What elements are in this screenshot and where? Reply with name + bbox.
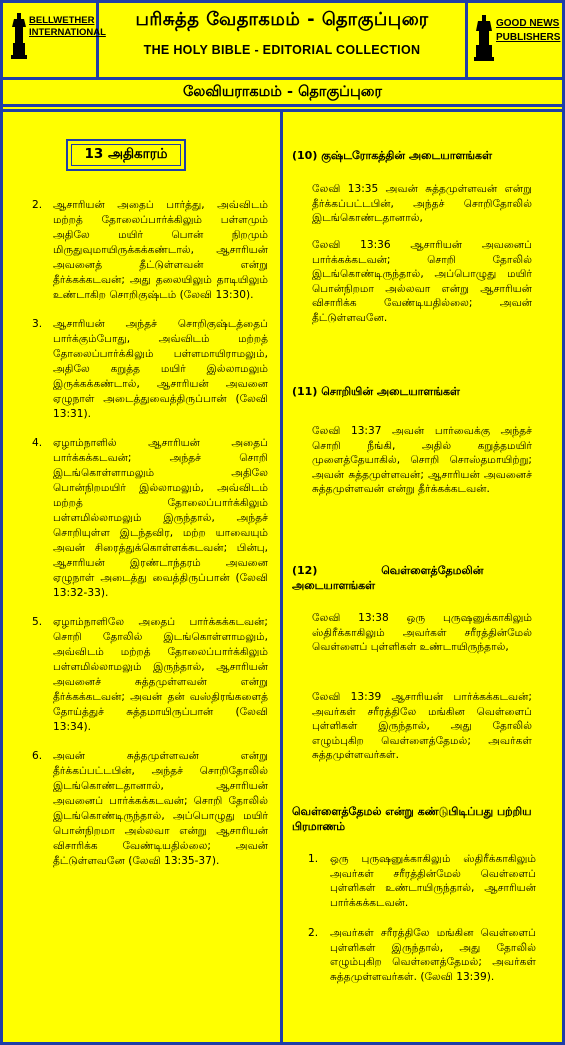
item-number: 5. [32, 616, 43, 628]
book-subtitle: லேவியராகமம் - தொகுப்புரை [183, 84, 382, 100]
title-box [99, 3, 465, 77]
item-text: ஆசாரியன் அதைப் பார்த்து, அவ்விடம் மற்றத் தோலைப்பார்க்கிலும் பள்ளமும் அதிலே மயிர் பொன் நிறமும் மிருதுவுமாயிருக்கக்கண்டால், ஆசாரியன் அவனைத் தீட்டுள்ளவன் என்று தீர்க்கக்கடவன்; அது தலையிலும் தாடியிலும் உண்டாகிற சொறிகுஷ்டம் (லேவி 13:30). [53, 199, 268, 301]
chapter-title: 13 அதிகாரம் [84, 146, 168, 162]
section-heading-13: வெள்ளைத்தேமல் என்று கண்டுபிடிப்பது பற்றிய பிரமாணம் [292, 805, 532, 833]
title-tamil: பரிசுத்த வேதாகமம் - தொகுப்புரை [135, 9, 429, 30]
item-number: 4. [32, 437, 43, 449]
item-text: அவன் சுத்தமுள்ளவன் என்று தீர்க்கப்பட்டபின், அந்தச் சொறிதோலில் இடங்கொண்டதானால், ஆசாரியன் அவனைப் பார்க்கக்கடவன்; சொறி தோலில் இடங்கொண்டிருந்தால், அப்பொழுது மயிர் பொன்நிறமா அல்லவா என்று ஆசாரியன் விசாரிக்க வேண்டியதில்லை; அவன் தீட்டுள்ளவனே (லேவி 13:35-37). [53, 750, 268, 867]
list-item [308, 926, 536, 984]
good-news-logo-text: GOOD NEWS PUBLISHERS [496, 18, 561, 43]
item-number: 2. [32, 199, 43, 211]
left-verse-list [34, 198, 268, 869]
right-rule-list [308, 852, 536, 984]
chapter-box [66, 139, 186, 171]
section-heading-10: (10) குஷ்டரோகத்தின் அடையாளங்கள் [292, 149, 493, 162]
list-item [34, 198, 268, 303]
item-text: அவர்கள் சரீரத்திலே மங்கின வெள்ளைப் புள்ளிகள் இருந்தால், அது தோலில் எழும்புகிற வெள்ளைத்தேமல்; அவர்கள் சுத்தமுள்ளவர்கள். (லேவி 13:39). [330, 927, 536, 983]
item-number: 2. [308, 927, 319, 939]
item-number: 1. [308, 853, 319, 865]
bellwether-logo-text: BELLWETHER INTERNATIONAL [29, 15, 106, 38]
header [3, 3, 562, 77]
list-item [34, 749, 268, 869]
bell-tower-icon [11, 13, 27, 59]
section-10-paragraph-2: லேவி 13:36 ஆசாரியன் அவனைப் பார்க்கக்கடவன்; சொறி தோலில் இடங்கொண்டிருந்தால், அப்பொழுது மயிர் பொன்நிறமா அல்லவா என்று ஆசாரியன் விசாரிக்க வேண்டியதில்லை; அவன் தீட்டுள்ளவனே. [312, 239, 532, 324]
section-10-paragraph-1: லேவி 13:35 அவன் சுத்தமுள்ளவன் என்று தீர்க்கப்பட்டபின், அந்தச் சொறிதோலில் இடங்கொண்டதானால், [312, 183, 532, 224]
section-12-paragraph-2: லேவி 13:39 ஆசாரியன் பார்க்கக்கடவன்; அவர்கள் சரீரத்திலே மங்கின வெள்ளைப் புள்ளிகள் இருந்தால், அது தோலில் எழும்புகிற வெள்ளைத்தேமல்; அவர்கள் சுத்தமுள்ளவர்கள். [312, 691, 532, 761]
item-text: ஏழாம்நாளில் ஆசாரியன் அதைப் பார்க்கக்கடவன்; அந்தச் சொறி இடங்கொள்ளாமலும் அதிலே பொன்நிறமயிர் இல்லாமலும், அவ்விடம் மற்றத் தோலைப்பார்க்கிலும் பள்ளமில்லாமலும் இருந்தால், அந்தச் சொறியுள்ள இடந்தவிர, மற்ற யாவையும் அவன் சிரைத்துக்கொள்ளக்கடவன்; பின்பு, ஆசாரியன் இரண்டாந்தரம் அவனை ஏழுநாள் அடைத்து வைத்திருப்பான் (லேவி 13:32-33). [53, 437, 268, 599]
section-11-paragraph-1: லேவி 13:37 அவன் பார்வைக்கு அந்தச் சொறி நீங்கி, அதில் கறுத்தமயிர் முளைத்தேயாகில், சொறி சொஸ்தமாயிற்று; அவன் சுத்தமுள்ளவன்; ஆசாரியன் அவனைச் சுத்தமுள்ளவன் என்று தீர்க்கக்கடவன். [312, 425, 532, 495]
column-divider [280, 112, 283, 1045]
item-text: ஆசாரியன் அந்தச் சொறிகுஷ்டத்தைப் பார்க்கும்போது, அவ்விடம் மற்றத் தோலைப்பார்க்கிலும் பள்ளமாயிராமலும், அதிலே கறுத்த மயிர் இல்லாமலும் இருக்கக்கண்டால், ஆசாரியன் அவனை ஏழுநாள் அடைத்துவைத்திருப்பான் (லேவி 13:31). [53, 318, 268, 420]
list-item [308, 852, 536, 910]
list-item [34, 317, 268, 422]
item-number: 3. [32, 318, 43, 330]
title-english: THE HOLY BIBLE - EDITORIAL COLLECTION [143, 43, 421, 57]
bellwether-logo [3, 3, 106, 77]
section-heading-11: (11) சொறியின் அடையாளங்கள் [292, 385, 460, 398]
item-text: ஏழாம்நாளிலே அதைப் பார்க்கக்கடவன்; சொறி தோலில் இடங்கொள்ளாமலும், அவ்விடம் மற்றத் தோலைப்பார்க்கிலும் பள்ளமில்லாமலும் இருந்தால், ஆசாரியன் அவனைச் சுத்தமுள்ளவன் என்று தீர்க்கக்கடவன்; அவன் தன் வஸ்திரங்களைத் தோய்த்துச் சுத்தமாயிருப்பான் (லேவி 13:34). [53, 616, 268, 733]
good-news-logo [465, 3, 562, 77]
section-heading-12: (12) வெள்ளைத்தேமலின் அடையாளங்கள் [292, 564, 484, 592]
item-number: 6. [32, 750, 43, 762]
subtitle-divider-top [3, 104, 562, 107]
list-item [34, 436, 268, 601]
list-item [34, 615, 268, 735]
item-text: ஒரு புருஷனுக்காகிலும் ஸ்திரீக்காகிலும் அவர்கள் சரீரத்தின்மேல் வெள்ளைப் புள்ளிகள் உண்டாயிருந்தால், ஆசாரியன் பார்க்கக்கடவன். [330, 853, 536, 909]
book-figure-icon [474, 15, 494, 61]
section-12-paragraph-1: லேவி 13:38 ஒரு புருஷனுக்காகிலும் ஸ்திரீக்காகிலும் அவர்கள் சரீரத்தின்மேல் வெள்ளைப் புள்ளிகள் உண்டாயிருந்தால், [312, 612, 532, 653]
